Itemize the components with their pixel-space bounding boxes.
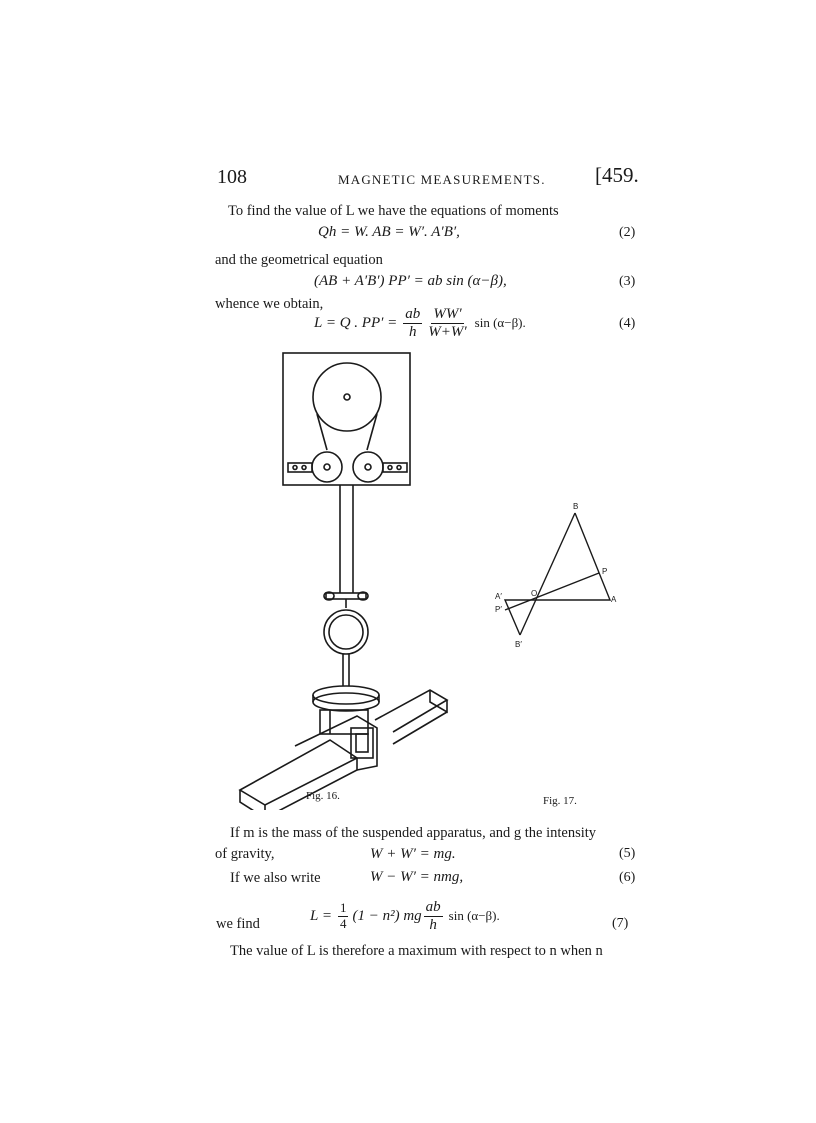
figure-17-label-P: P — [602, 567, 608, 576]
figure-17-label-A: A — [611, 595, 617, 604]
equation-7-fraction-1 — [338, 901, 349, 931]
figure-16-right-pulley — [353, 452, 383, 482]
paragraph-gravity: of gravity, — [215, 846, 275, 862]
paragraph-write: If we also write — [230, 870, 321, 886]
equation-4-lhs: L = Q . PP′ = — [314, 314, 398, 331]
fraction-denominator: h — [429, 916, 437, 933]
equation-3-number: (3) — [619, 274, 636, 289]
fraction-numerator: ab — [405, 306, 421, 322]
equation-5: W + W′ = mg. — [370, 846, 456, 862]
equation-4-number: (4) — [619, 316, 636, 331]
paragraph-geometrical: and the geometrical equation — [215, 252, 383, 268]
equation-7-fraction-2 — [424, 899, 443, 933]
figure-16-caption: Fig. 16. — [306, 790, 340, 802]
equation-7-middle: (1 − n²) mg — [352, 907, 422, 924]
equation-7-rhs: sin (α−β). — [448, 908, 500, 923]
equation-6-number: (6) — [619, 870, 636, 885]
equation-6: W − W′ = nmg, — [370, 869, 464, 885]
fraction-numerator: WW′ — [433, 306, 462, 322]
figure-16-apparatus — [225, 350, 455, 810]
paragraph-maximum: The value of L is therefore a maximum with respect to n when n — [230, 943, 603, 959]
paragraph-mass: If m is the mass of the suspended apparatus, and g the intensity — [230, 825, 597, 841]
paragraph-moments: To find the value of L we have the equations of moments — [228, 203, 559, 219]
figure-16-ring — [324, 610, 368, 654]
section-number: [459. — [595, 163, 639, 187]
fraction-denominator: 4 — [339, 915, 347, 931]
equation-4-fraction-1 — [403, 306, 422, 340]
figure-16-large-wheel — [313, 363, 381, 431]
equation-4-rhs: sin (α−β). — [474, 315, 526, 330]
equation-2-number: (2) — [619, 225, 636, 240]
figure-17-label-A-prime: A′ — [495, 592, 502, 601]
figure-17-label-O: O — [531, 589, 538, 598]
figure-16-left-pulley — [312, 452, 342, 482]
equation-5-number: (5) — [619, 846, 636, 861]
paragraph-whence: whence we obtain, — [215, 296, 324, 312]
figure-17-caption: Fig. 17. — [543, 795, 577, 807]
page-number: 108 — [217, 166, 247, 188]
fraction-numerator: 1 — [339, 900, 347, 916]
fraction-numerator: ab — [425, 899, 441, 915]
paragraph-find: we find — [216, 916, 260, 932]
running-title: MAGNETIC MEASUREMENTS. — [338, 172, 546, 187]
fraction-denominator: W+W′ — [428, 323, 467, 340]
equation-4 — [314, 306, 526, 340]
figure-17-label-P-prime: P′ — [495, 605, 502, 614]
equation-7 — [310, 899, 500, 933]
figure-17-label-B: B — [573, 502, 579, 511]
equation-7-lhs: L = — [310, 907, 332, 924]
figure-17-diagram — [485, 495, 645, 655]
fraction-denominator: h — [409, 323, 417, 340]
equation-2: Qh = W. AB = W′. A′B′, — [318, 224, 460, 240]
equation-7-number: (7) — [612, 916, 629, 931]
equation-3: (AB + A′B′) PP′ = ab sin (α−β), — [314, 273, 507, 289]
equation-4-fraction-2 — [426, 306, 468, 340]
figure-17-label-B-prime: B′ — [515, 640, 522, 649]
